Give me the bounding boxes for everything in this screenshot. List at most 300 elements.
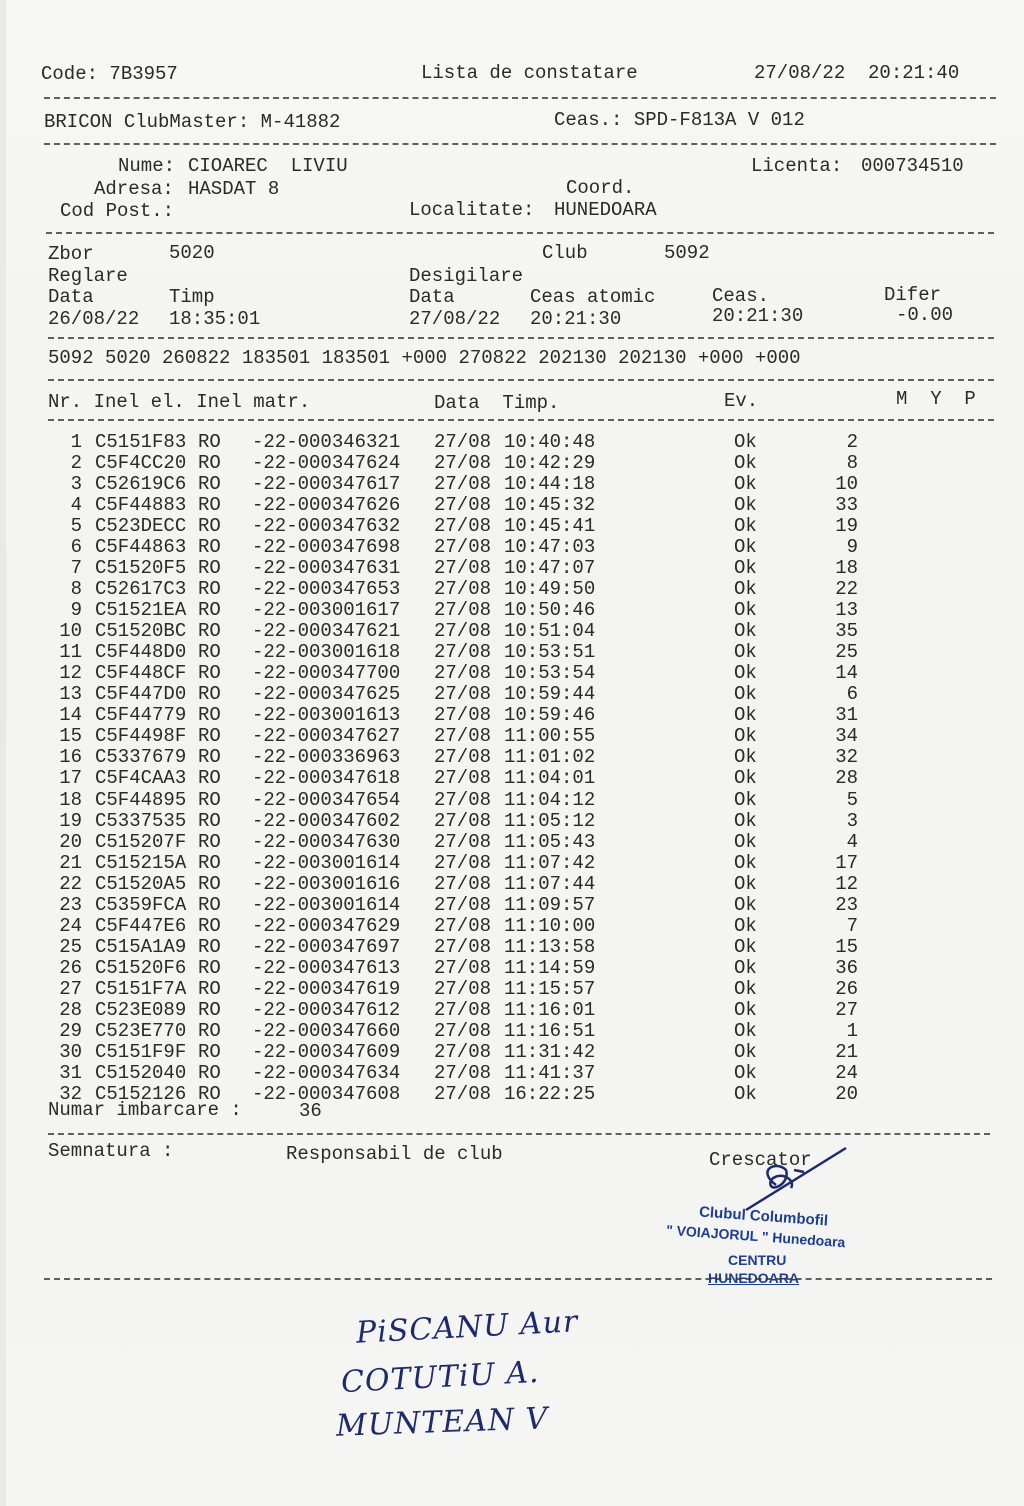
row-number: 30 (59, 1040, 82, 1063)
arrival-time: 11:07:44 (504, 872, 596, 895)
country-code: RO (198, 704, 221, 727)
country-code: RO (198, 515, 221, 538)
arrival-date: 27/08 (434, 578, 492, 601)
postal-code-label: Cod Post.: (60, 200, 175, 222)
row-number: 31 (59, 1061, 82, 1084)
arrival-date: 27/08 (434, 725, 492, 748)
electronic-ring: C5359FCA (95, 893, 187, 916)
electronic-ring: C523E770 (95, 1019, 187, 1042)
arrival-time: 11:05:12 (504, 809, 596, 832)
arrival-time: 11:31:42 (504, 1040, 596, 1063)
arrival-date: 27/08 (434, 872, 492, 895)
event-status: Ok (734, 830, 757, 853)
arrival-time: 10:50:46 (504, 599, 596, 622)
arrival-time: 10:44:18 (504, 473, 596, 496)
country-code: RO (198, 872, 221, 895)
event-status: Ok (734, 704, 757, 727)
divider (44, 143, 996, 145)
event-status: Ok (734, 914, 757, 937)
arrival-time: 11:16:01 (504, 998, 596, 1021)
event-status: Ok (734, 641, 757, 664)
event-status: Ok (734, 1082, 757, 1105)
rank: 8 (846, 452, 858, 475)
arrival-date: 27/08 (434, 1040, 492, 1063)
event-status: Ok (734, 809, 757, 832)
electronic-ring: C5F44883 (95, 494, 187, 517)
event-status: Ok (734, 515, 757, 538)
electronic-ring: C515A1A9 (95, 935, 187, 958)
country-code: RO (198, 851, 221, 874)
arrival-date: 27/08 (434, 452, 492, 475)
handwritten-name-1: PiSCANU Aur (355, 1304, 580, 1351)
atomic-clock-label: Ceas atomic (530, 286, 656, 308)
row-number: 19 (59, 809, 82, 832)
electronic-ring: C5151F7A (95, 977, 187, 1000)
setting-date-label: Data (48, 286, 94, 308)
print-datetime: 27/08/22 20:21:40 (754, 62, 960, 84)
electronic-ring: C5337679 (95, 746, 187, 769)
rank: 28 (835, 767, 858, 790)
arrival-time: 10:59:44 (504, 683, 596, 706)
event-status: Ok (734, 494, 757, 517)
rank: 22 (835, 578, 858, 601)
rank: 26 (835, 977, 858, 1000)
arrival-time: 11:00:55 (504, 725, 596, 748)
rank: 14 (835, 662, 858, 685)
event-status: Ok (734, 872, 757, 895)
code-line: 5092 5020 260822 183501 183501 +000 270822 202130 202130 +000 +000 (48, 347, 801, 369)
electronic-ring: C5F448CF (95, 662, 187, 685)
name-value: CIOAREC LIVIU (188, 155, 348, 177)
electronic-ring: C52619C6 (95, 473, 187, 496)
arrival-date: 27/08 (434, 683, 492, 706)
club-value: 5092 (664, 242, 710, 264)
rank: 4 (846, 830, 858, 853)
address-label: Adresa: (94, 178, 174, 200)
country-code: RO (198, 977, 221, 1000)
event-status: Ok (734, 998, 757, 1021)
setting-label: Reglare (48, 265, 128, 287)
arrival-time: 10:47:07 (504, 557, 596, 580)
arrival-time: 11:01:02 (504, 746, 596, 769)
electronic-ring: C52617C3 (95, 578, 187, 601)
arrival-date: 27/08 (434, 1082, 492, 1105)
arrival-date: 27/08 (434, 809, 492, 832)
column-header-ev: Ev. (724, 390, 759, 412)
row-number: 27 (59, 977, 82, 1000)
row-number: 28 (59, 998, 82, 1021)
rank: 20 (835, 1082, 858, 1105)
arrival-date: 27/08 (434, 977, 492, 1000)
rank: 6 (846, 683, 858, 706)
row-number: 1 (70, 431, 82, 453)
handwritten-name-3: MUNTEAN V (335, 1401, 549, 1444)
row-number: 14 (59, 704, 82, 727)
divider (48, 419, 994, 421)
country-code: RO (198, 599, 221, 622)
country-code: RO (198, 578, 221, 601)
divider (46, 232, 994, 234)
row-number: 24 (59, 914, 82, 937)
electronic-ring: C51520BC (95, 620, 187, 643)
row-number: 3 (70, 473, 82, 496)
column-header-date-time: Data Timp. (434, 392, 560, 414)
country-code: RO (198, 620, 221, 643)
event-status: Ok (734, 1040, 757, 1063)
rank: 27 (835, 998, 858, 1021)
electronic-ring: C5F44895 (95, 788, 187, 811)
ring-number: -22-003001614 (252, 851, 401, 874)
clock-time: 20:21:30 (712, 305, 804, 327)
ring-number: -22-000347624 (252, 452, 401, 475)
country-code: RO (198, 956, 221, 979)
ring-number: -22-003001614 (252, 893, 401, 916)
ring-number: -22-003001618 (252, 641, 401, 664)
rank: 33 (835, 494, 858, 517)
event-status: Ok (734, 473, 757, 496)
arrival-time: 10:53:51 (504, 641, 596, 664)
rank: 35 (835, 620, 858, 643)
electronic-ring: C5F4CC20 (95, 452, 187, 475)
electronic-ring: C5152040 (95, 1061, 187, 1084)
row-number: 11 (59, 641, 82, 664)
club-stamp-line-2: " VOIAJORUL " Hunedoara (665, 1221, 846, 1251)
country-code: RO (198, 494, 221, 517)
arrival-time: 11:41:37 (504, 1061, 596, 1084)
arrival-date: 27/08 (434, 641, 492, 664)
row-number: 7 (70, 557, 82, 580)
row-number: 25 (59, 935, 82, 958)
country-code: RO (198, 746, 221, 769)
ring-number: -22-000347653 (252, 578, 401, 601)
electronic-ring: C5F4498F (95, 725, 187, 748)
arrival-date: 27/08 (434, 494, 492, 517)
electronic-ring: C515215A (95, 851, 187, 874)
rank: 24 (835, 1061, 858, 1084)
ring-number: -22-000347654 (252, 788, 401, 811)
ring-number: -22-003001616 (252, 872, 401, 895)
row-number: 18 (59, 788, 82, 811)
arrival-time: 11:09:57 (504, 893, 596, 916)
event-status: Ok (734, 893, 757, 916)
arrival-time: 11:07:42 (504, 851, 596, 874)
arrival-time: 11:10:00 (504, 914, 596, 937)
electronic-ring: C5152126 (95, 1082, 187, 1105)
row-number: 12 (59, 662, 82, 685)
ring-number: -22-000347627 (252, 725, 401, 748)
event-status: Ok (734, 683, 757, 706)
row-number: 22 (59, 872, 82, 895)
divider (44, 97, 996, 99)
country-code: RO (198, 998, 221, 1021)
rank: 17 (835, 851, 858, 874)
flight-value: 5020 (169, 242, 215, 264)
row-number: 32 (59, 1082, 82, 1105)
electronic-ring: C515207F (95, 830, 187, 853)
event-status: Ok (734, 725, 757, 748)
rank: 13 (835, 599, 858, 622)
rank: 25 (835, 641, 858, 664)
event-status: Ok (734, 536, 757, 559)
rank: 9 (846, 536, 858, 559)
arrival-date: 27/08 (434, 473, 492, 496)
arrival-date: 27/08 (434, 767, 492, 790)
flight-label: Zbor (48, 243, 94, 265)
license-label: Licenta: (751, 155, 843, 177)
ring-number: -22-000347612 (252, 998, 401, 1021)
arrival-date: 27/08 (434, 515, 492, 538)
arrival-date: 27/08 (434, 620, 492, 643)
row-number: 15 (59, 725, 82, 748)
ring-number: -22-000347631 (252, 557, 401, 580)
ring-number: -22-000346321 (252, 431, 401, 453)
license-value: 000734510 (861, 155, 964, 177)
arrival-time: 10:49:50 (504, 578, 596, 601)
club-responsible-label: Responsabil de club (286, 1143, 503, 1165)
clock-label: Ceas. (712, 285, 770, 307)
electronic-ring: C51520A5 (95, 872, 187, 895)
ring-number: -22-000347698 (252, 536, 401, 559)
ring-number: -22-000347613 (252, 956, 401, 979)
event-status: Ok (734, 788, 757, 811)
rank: 12 (835, 872, 858, 895)
arrival-time: 10:53:54 (504, 662, 596, 685)
arrival-date: 27/08 (434, 1061, 492, 1084)
country-code: RO (198, 893, 221, 916)
arrival-time: 11:13:58 (504, 935, 596, 958)
country-code: RO (198, 557, 221, 580)
rank: 21 (835, 1040, 858, 1063)
country-code: RO (198, 1040, 221, 1063)
arrival-date: 27/08 (434, 851, 492, 874)
ring-number: -22-000347621 (252, 620, 401, 643)
event-status: Ok (734, 557, 757, 580)
arrival-date: 27/08 (434, 1019, 492, 1042)
country-code: RO (198, 788, 221, 811)
electronic-ring: C5F447D0 (95, 683, 187, 706)
event-status: Ok (734, 599, 757, 622)
arrival-date: 27/08 (434, 536, 492, 559)
ring-number: -22-003001613 (252, 704, 401, 727)
arrival-date: 27/08 (434, 956, 492, 979)
arrival-time: 11:05:43 (504, 830, 596, 853)
electronic-ring: C5151F9F (95, 1040, 187, 1063)
rank: 1 (846, 1019, 858, 1042)
divider (48, 379, 994, 381)
row-number: 10 (59, 620, 82, 643)
document-title: Lista de constatare (421, 62, 638, 84)
row-number: 13 (59, 683, 82, 706)
clock-id: Ceas.: SPD-F813A V 012 (554, 109, 805, 131)
rank: 3 (846, 809, 858, 832)
column-header-myp: M Y P (896, 388, 976, 410)
ring-number: -22-000347700 (252, 662, 401, 685)
arrival-date: 27/08 (434, 704, 492, 727)
country-code: RO (198, 452, 221, 475)
ring-number: -22-003001617 (252, 599, 401, 622)
event-status: Ok (734, 662, 757, 685)
event-status: Ok (734, 578, 757, 601)
ring-number: -22-000347634 (252, 1061, 401, 1084)
club-stamp-line-1: Clubul Columbofil (698, 1203, 829, 1230)
locality-value: HUNEDOARA (554, 199, 657, 221)
difference-label: Difer (884, 284, 942, 306)
ring-number: -22-000347619 (252, 977, 401, 1000)
ring-number: -22-000347630 (252, 830, 401, 853)
arrival-time: 16:22:25 (504, 1082, 596, 1105)
unsealing-date: 27/08/22 (409, 308, 501, 330)
electronic-ring: C51521EA (95, 599, 187, 622)
setting-date: 26/08/22 (48, 308, 140, 330)
code: Code: 7B3957 (41, 63, 178, 85)
breeder-label: Crescator (709, 1149, 812, 1171)
country-code: RO (198, 767, 221, 790)
arrival-time: 10:45:32 (504, 494, 596, 517)
clubmaster-id: BRICON ClubMaster: M-41882 (44, 111, 341, 133)
event-status: Ok (734, 1019, 757, 1042)
arrival-time: 10:42:29 (504, 452, 596, 475)
arrival-date: 27/08 (434, 557, 492, 580)
event-status: Ok (734, 452, 757, 475)
electronic-ring: C51520F5 (95, 557, 187, 580)
rank: 19 (835, 515, 858, 538)
arrival-date: 27/08 (434, 746, 492, 769)
row-number: 5 (70, 515, 82, 538)
row-number: 20 (59, 830, 82, 853)
row-number: 17 (59, 767, 82, 790)
country-code: RO (198, 662, 221, 685)
arrival-date: 27/08 (434, 914, 492, 937)
row-number: 8 (70, 578, 82, 601)
arrival-time: 10:47:03 (504, 536, 596, 559)
row-number: 2 (70, 452, 82, 475)
divider (48, 1133, 990, 1135)
arrival-time: 10:45:41 (504, 515, 596, 538)
row-number: 4 (70, 494, 82, 517)
row-number: 26 (59, 956, 82, 979)
arrival-time: 11:04:12 (504, 788, 596, 811)
arrival-date: 27/08 (434, 599, 492, 622)
electronic-ring: C5F448D0 (95, 641, 187, 664)
setting-time: 18:35:01 (169, 308, 261, 330)
arrival-time: 11:04:01 (504, 767, 596, 790)
row-number: 21 (59, 851, 82, 874)
electronic-ring: C523E089 (95, 998, 187, 1021)
ring-number: -22-000347617 (252, 473, 401, 496)
divider (44, 1278, 992, 1280)
arrival-date: 27/08 (434, 998, 492, 1021)
arrival-time: 10:51:04 (504, 620, 596, 643)
country-code: RO (198, 431, 221, 453)
ring-number: -22-000347618 (252, 767, 401, 790)
event-status: Ok (734, 767, 757, 790)
country-code: RO (198, 725, 221, 748)
rank: 15 (835, 935, 858, 958)
club-stamp-line-4: HUNEDOARA (708, 1270, 799, 1286)
country-code: RO (198, 809, 221, 832)
arrival-date: 27/08 (434, 788, 492, 811)
unsealing-date-label: Data (409, 286, 455, 308)
event-status: Ok (734, 1061, 757, 1084)
arrival-date: 27/08 (434, 830, 492, 853)
arrival-time: 10:40:48 (504, 431, 596, 453)
column-header-ring: Nr. Inel el. Inel matr. (48, 391, 311, 413)
event-status: Ok (734, 851, 757, 874)
unsealing-label: Desigilare (409, 265, 524, 287)
boarding-count-label: Numar imbarcare : (48, 1099, 242, 1121)
country-code: RO (198, 914, 221, 937)
electronic-ring: C5337535 (95, 809, 187, 832)
ring-number: -22-000347697 (252, 935, 401, 958)
electronic-ring: C5F44863 (95, 536, 187, 559)
ring-number: -22-000347660 (252, 1019, 401, 1042)
event-status: Ok (734, 935, 757, 958)
rank: 36 (835, 956, 858, 979)
event-status: Ok (734, 746, 757, 769)
rank: 31 (835, 704, 858, 727)
event-status: Ok (734, 431, 757, 453)
ring-number: -22-000347609 (252, 1040, 401, 1063)
rank: 34 (835, 725, 858, 748)
name-label: Nume: (118, 155, 176, 177)
country-code: RO (198, 830, 221, 853)
setting-time-label: Timp (169, 286, 215, 308)
ring-number: -22-000347632 (252, 515, 401, 538)
arrival-date: 27/08 (434, 935, 492, 958)
rank: 18 (835, 557, 858, 580)
arrival-date: 27/08 (434, 662, 492, 685)
arrival-time: 11:16:51 (504, 1019, 596, 1042)
address-value: HASDAT 8 (188, 178, 280, 200)
club-label: Club (542, 242, 588, 264)
country-code: RO (198, 1061, 221, 1084)
rank: 2 (846, 431, 858, 453)
ring-number: -22-000347626 (252, 494, 401, 517)
event-status: Ok (734, 956, 757, 979)
country-code: RO (198, 536, 221, 559)
handwritten-name-2: COTUTiU A. (340, 1354, 541, 1401)
coord-label: Coord. (566, 177, 635, 199)
club-stamp-line-3: CENTRU (728, 1252, 787, 1268)
electronic-ring: C51520F6 (95, 956, 187, 979)
row-number: 16 (59, 746, 82, 769)
rank: 7 (846, 914, 858, 937)
row-number: 9 (70, 599, 82, 622)
rank: 32 (835, 746, 858, 769)
ring-number: -22-000347608 (252, 1082, 401, 1105)
electronic-ring: C5F44779 (95, 704, 187, 727)
row-number: 29 (59, 1019, 82, 1042)
difference-value: -0.00 (896, 304, 954, 326)
rank: 23 (835, 893, 858, 916)
electronic-ring: C5F4CAA3 (95, 767, 187, 790)
country-code: RO (198, 1082, 221, 1105)
arrival-time: 10:59:46 (504, 704, 596, 727)
atomic-clock-time: 20:21:30 (530, 308, 622, 330)
country-code: RO (198, 641, 221, 664)
ring-number: -22-000336963 (252, 746, 401, 769)
arrival-date: 27/08 (434, 431, 492, 453)
country-code: RO (198, 473, 221, 496)
receipt-paper (6, 0, 1024, 1506)
country-code: RO (198, 935, 221, 958)
event-status: Ok (734, 977, 757, 1000)
row-number: 23 (59, 893, 82, 916)
country-code: RO (198, 683, 221, 706)
electronic-ring: C5151F83 (95, 431, 187, 453)
arrival-time: 11:14:59 (504, 956, 596, 979)
signature-label: Semnatura : (48, 1140, 174, 1162)
